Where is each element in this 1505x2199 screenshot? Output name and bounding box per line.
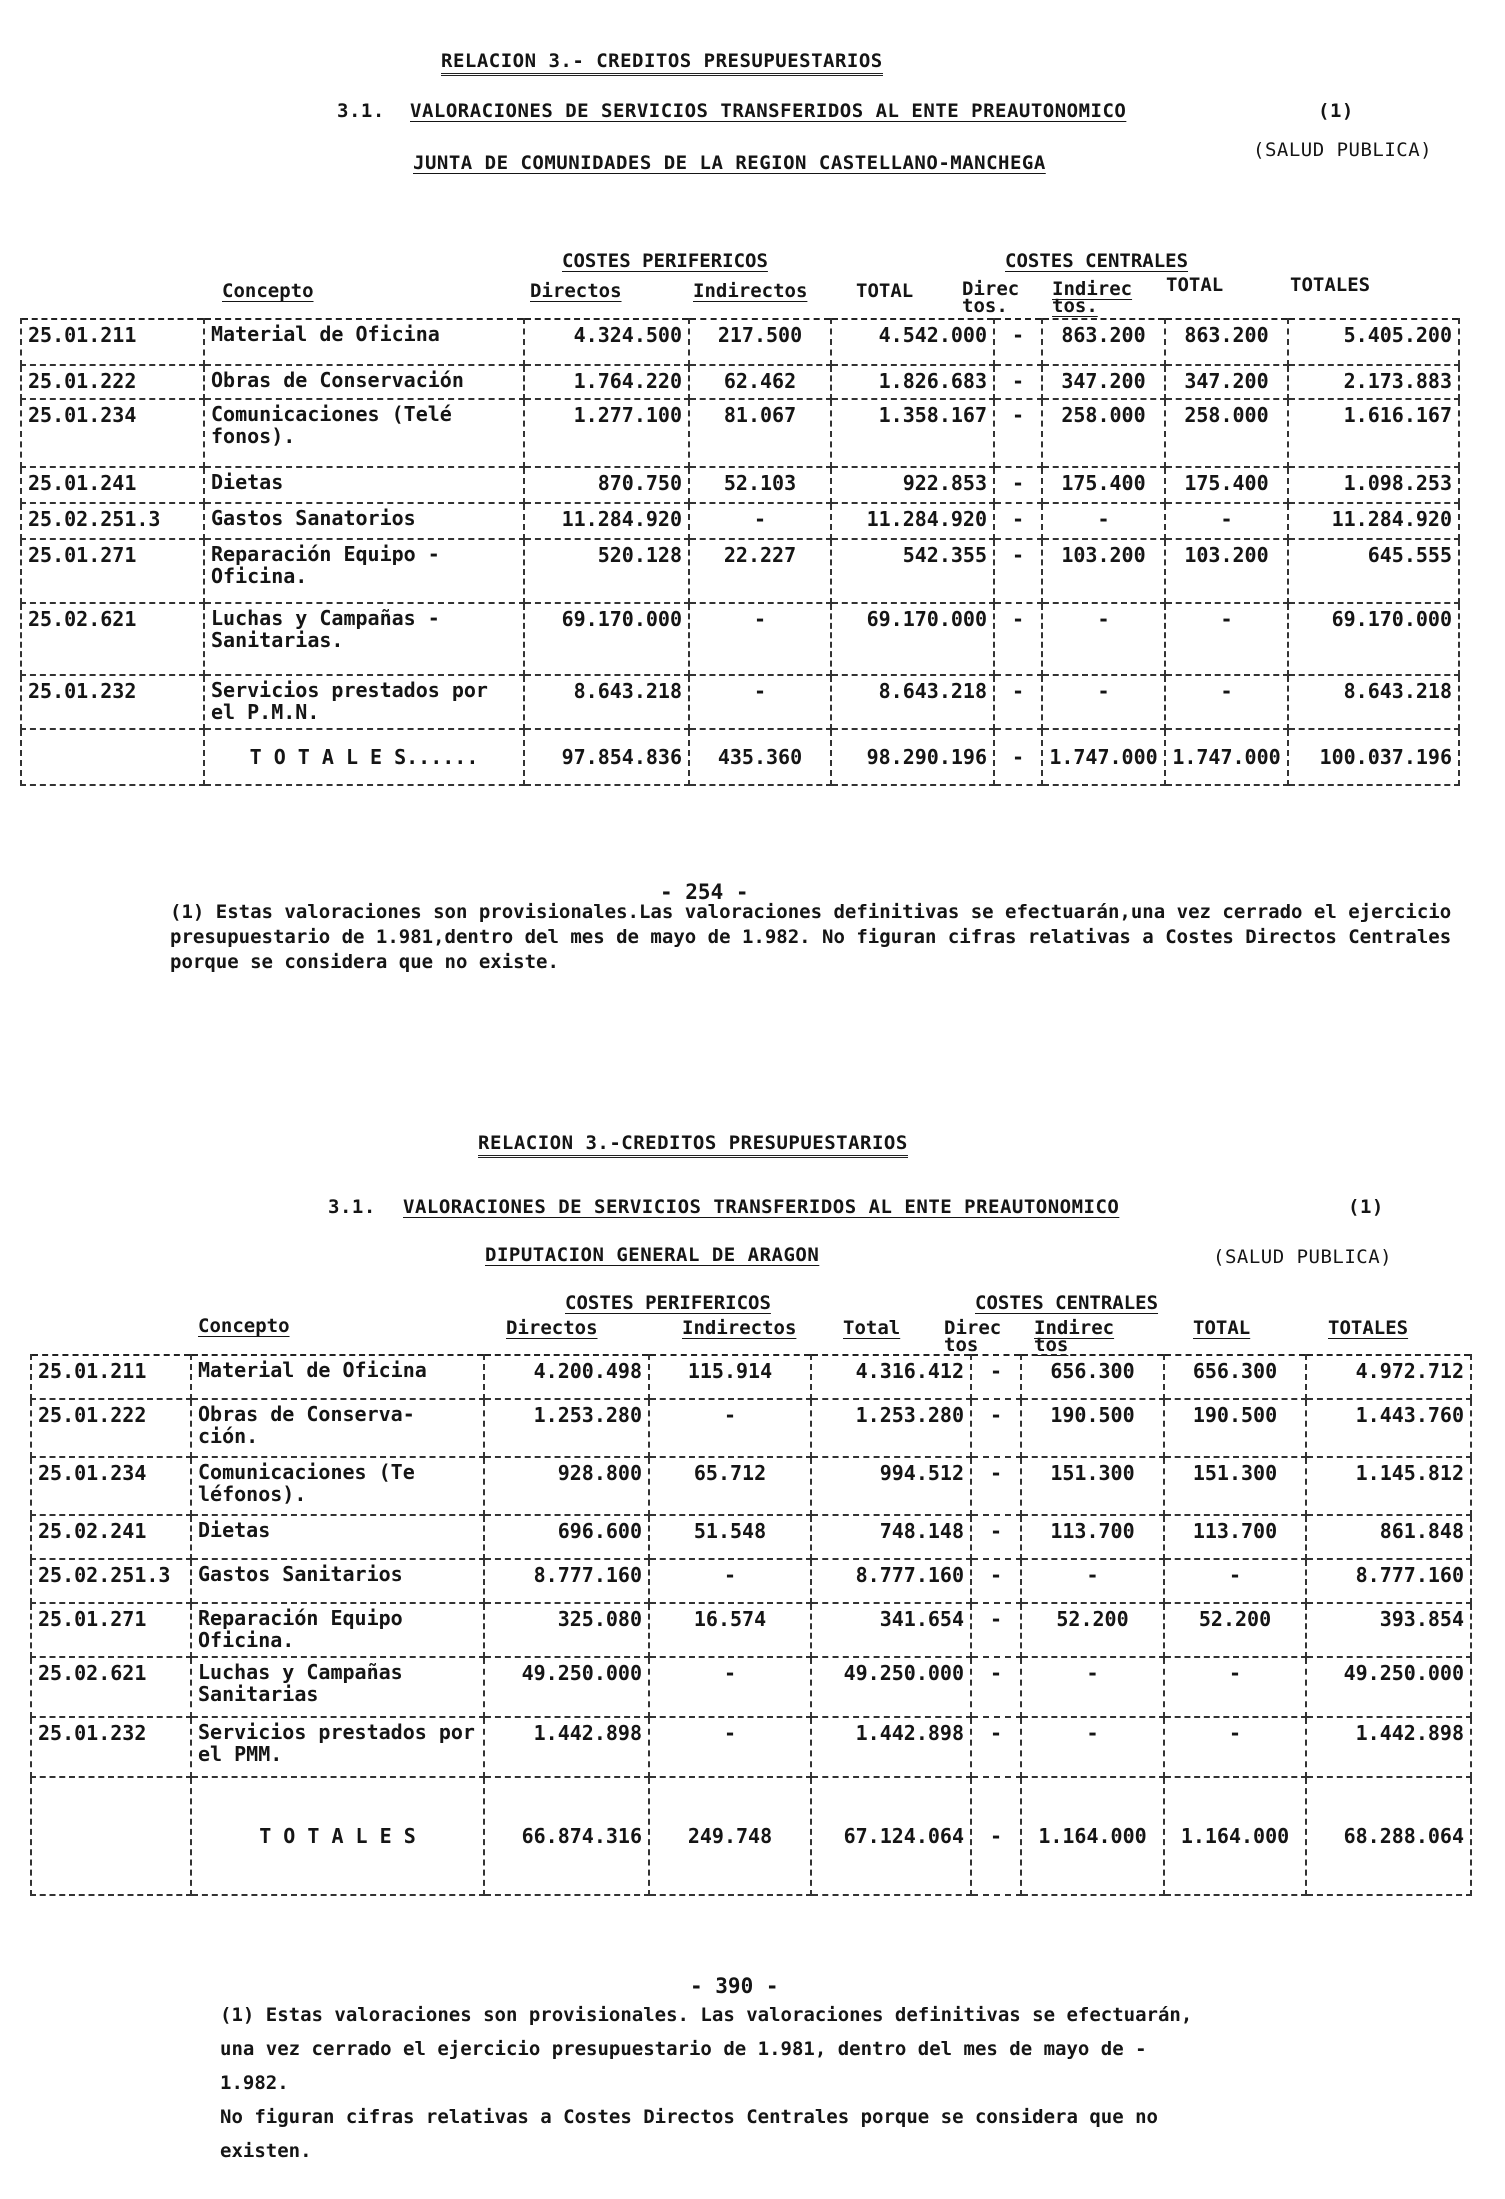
totals-directos-centrales: -	[971, 1777, 1021, 1895]
row-totales: 861.848	[1306, 1515, 1471, 1559]
header-costes-perifericos: COSTES PERIFERICOS	[562, 250, 768, 272]
row-indirectos: 62.462	[689, 365, 831, 399]
row-totales: 1.145.812	[1306, 1457, 1471, 1515]
row-directos-centrales: -	[971, 1657, 1021, 1717]
row-directos: 1.442.898	[484, 1717, 649, 1777]
row-concept: Luchas y Campañas - Sanitarias.	[204, 603, 524, 675]
row-total-centrales: 863.200	[1165, 319, 1288, 365]
row-directos-centrales: -	[994, 503, 1042, 539]
header-costes-perifericos: COSTES PERIFERICOS	[565, 1292, 771, 1314]
row-directos: 4.324.500	[524, 319, 689, 365]
row-code: 25.01.234	[31, 1457, 191, 1515]
row-totales: 11.284.920	[1288, 503, 1459, 539]
row-indirectos: 52.103	[689, 467, 831, 503]
totals-indirectos-centrales: 1.164.000	[1021, 1777, 1164, 1895]
row-total-centrales: -	[1165, 675, 1288, 729]
header-directos: Directos	[530, 280, 622, 302]
row-indirectos-centrales: 151.300	[1021, 1457, 1164, 1515]
row-indirectos-centrales: -	[1021, 1657, 1164, 1717]
row-total: 341.654	[811, 1603, 971, 1657]
row-directos: 520.128	[524, 539, 689, 603]
header-directos: Directos	[506, 1317, 598, 1339]
credits-table	[30, 1354, 1472, 1896]
area-label: (SALUD PUBLICA)	[1253, 139, 1433, 161]
table-row	[21, 399, 1459, 467]
credits-table	[20, 318, 1460, 786]
row-indirectos: 16.574	[649, 1603, 811, 1657]
row-total-centrales: -	[1164, 1657, 1306, 1717]
table-row	[31, 1559, 1471, 1603]
row-total: 4.542.000	[831, 319, 994, 365]
header-concepto: Concepto	[222, 280, 314, 302]
table-row	[21, 319, 1459, 365]
row-directos: 928.800	[484, 1457, 649, 1515]
subtitle-number: 3.1.	[328, 1196, 376, 1218]
row-indirectos: 81.067	[689, 399, 831, 467]
row-total-centrales: -	[1164, 1717, 1306, 1777]
row-concept: Luchas y Campañas Sanitarias	[191, 1657, 484, 1717]
row-total: 4.316.412	[811, 1355, 971, 1399]
row-total-centrales: 656.300	[1164, 1355, 1306, 1399]
footnote-line: 1.982.	[220, 2072, 289, 2094]
row-directos-centrales: -	[994, 675, 1042, 729]
row-directos: 1.277.100	[524, 399, 689, 467]
subtitle-number: 3.1.	[337, 100, 385, 122]
table-row	[21, 675, 1459, 729]
footnote-line: No figuran cifras relativas a Costes Directos Centrales porque se considera que no	[220, 2106, 1158, 2128]
page-number: - 254 -	[660, 880, 749, 904]
totals-totales: 68.288.064	[1306, 1777, 1471, 1895]
header-costes-centrales: COSTES CENTRALES	[975, 1292, 1159, 1314]
totals-empty-code	[31, 1777, 191, 1895]
totals-row	[21, 729, 1459, 785]
subtitle: VALORACIONES DE SERVICIOS TRANSFERIDOS AL ENTE PREAUTONOMICO	[403, 1196, 1120, 1218]
totals-directos: 97.854.836	[524, 729, 689, 785]
totals-total: 67.124.064	[811, 1777, 971, 1895]
row-code: 25.02.251.3	[31, 1559, 191, 1603]
row-indirectos-centrales: -	[1042, 603, 1165, 675]
row-indirectos-centrales: -	[1021, 1717, 1164, 1777]
row-total: 1.358.167	[831, 399, 994, 467]
row-total: 1.253.280	[811, 1399, 971, 1457]
header-indirectos: Indirectos	[693, 280, 808, 302]
row-code: 25.01.241	[21, 467, 204, 503]
row-directos: 8.643.218	[524, 675, 689, 729]
row-totales: 5.405.200	[1288, 319, 1459, 365]
row-directos: 8.777.160	[484, 1559, 649, 1603]
header-indirectos: Indirectos	[682, 1317, 797, 1339]
row-totales: 645.555	[1288, 539, 1459, 603]
row-total: 994.512	[811, 1457, 971, 1515]
table-row	[31, 1603, 1471, 1657]
row-indirectos-centrales: 656.300	[1021, 1355, 1164, 1399]
row-total: 922.853	[831, 467, 994, 503]
header-directos-centrales: Direc tos.	[962, 278, 1020, 317]
row-totales: 69.170.000	[1288, 603, 1459, 675]
row-concept: Material de Oficina	[191, 1355, 484, 1399]
row-indirectos: 115.914	[649, 1355, 811, 1399]
row-total: 1.442.898	[811, 1717, 971, 1777]
totals-indirectos: 435.360	[689, 729, 831, 785]
entity-name: DIPUTACION GENERAL DE ARAGON	[485, 1244, 820, 1266]
row-code: 25.02.251.3	[21, 503, 204, 539]
row-directos-centrales: -	[994, 603, 1042, 675]
row-directos-centrales: -	[994, 319, 1042, 365]
row-concept: Gastos Sanatorios	[204, 503, 524, 539]
header-total-centrales: TOTAL	[1193, 1317, 1251, 1339]
row-directos-centrales: -	[971, 1717, 1021, 1777]
header-directos-centrales: Direc tos	[944, 1317, 1002, 1356]
header-total: Total	[843, 1317, 901, 1339]
row-directos-centrales: -	[971, 1559, 1021, 1603]
totals-label: T O T A L E S	[191, 1777, 484, 1895]
row-indirectos: 217.500	[689, 319, 831, 365]
table-row	[31, 1457, 1471, 1515]
entity-name: JUNTA DE COMUNIDADES DE LA REGION CASTELLANO-MANCHEGA	[413, 152, 1046, 174]
row-concept: Servicios prestados por el PMM.	[191, 1717, 484, 1777]
row-indirectos: -	[649, 1559, 811, 1603]
row-concept: Reparación Equipo - Oficina.	[204, 539, 524, 603]
row-total: 11.284.920	[831, 503, 994, 539]
row-indirectos: 65.712	[649, 1457, 811, 1515]
row-concept: Dietas	[204, 467, 524, 503]
row-indirectos-centrales: 190.500	[1021, 1399, 1164, 1457]
row-code: 25.01.234	[21, 399, 204, 467]
subtitle: VALORACIONES DE SERVICIOS TRANSFERIDOS AL ENTE PREAUTONOMICO	[410, 100, 1127, 122]
row-directos-centrales: -	[994, 399, 1042, 467]
header-totales: TOTALES	[1328, 1317, 1409, 1339]
row-total-centrales: 113.700	[1164, 1515, 1306, 1559]
row-concept: Comunicaciones (Telé fonos).	[204, 399, 524, 467]
row-concept: Comunicaciones (Te léfonos).	[191, 1457, 484, 1515]
row-totales: 1.443.760	[1306, 1399, 1471, 1457]
relation-title: RELACION 3.-CREDITOS PRESUPUESTARIOS	[478, 1132, 908, 1158]
row-code: 25.01.271	[21, 539, 204, 603]
row-code: 25.01.211	[31, 1355, 191, 1399]
row-indirectos-centrales: -	[1042, 503, 1165, 539]
footnote-line: una vez cerrado el ejercicio presupuestario de 1.981, dentro del mes de mayo de -	[220, 2038, 1147, 2060]
row-directos: 870.750	[524, 467, 689, 503]
header-total-centrales: TOTAL	[1166, 274, 1224, 296]
header-totales: TOTALES	[1290, 274, 1371, 296]
totals-total-centrales: 1.164.000	[1164, 1777, 1306, 1895]
row-code: 25.01.232	[31, 1717, 191, 1777]
row-directos-centrales: -	[971, 1355, 1021, 1399]
row-total-centrales: 151.300	[1164, 1457, 1306, 1515]
row-total-centrales: 52.200	[1164, 1603, 1306, 1657]
table-row	[31, 1355, 1471, 1399]
row-concept: Gastos Sanitarios	[191, 1559, 484, 1603]
row-total-centrales: 175.400	[1165, 467, 1288, 503]
row-code: 25.01.211	[21, 319, 204, 365]
row-totales: 2.173.883	[1288, 365, 1459, 399]
row-indirectos-centrales: -	[1042, 675, 1165, 729]
row-concept: Obras de Conserva- ción.	[191, 1399, 484, 1457]
row-totales: 49.250.000	[1306, 1657, 1471, 1717]
table-row	[31, 1717, 1471, 1777]
page-number: - 390 -	[690, 1974, 779, 1998]
row-totales: 1.098.253	[1288, 467, 1459, 503]
row-indirectos-centrales: 258.000	[1042, 399, 1165, 467]
row-totales: 8.643.218	[1288, 675, 1459, 729]
row-indirectos: -	[689, 675, 831, 729]
row-directos: 696.600	[484, 1515, 649, 1559]
row-totales: 4.972.712	[1306, 1355, 1471, 1399]
header-indirectos-centrales: Indirec tos.	[1052, 278, 1133, 317]
subtitle-note-ref: (1)	[1318, 100, 1354, 122]
row-indirectos-centrales: -	[1021, 1559, 1164, 1603]
totals-indirectos-centrales: 1.747.000	[1042, 729, 1165, 785]
row-concept: Obras de Conservación	[204, 365, 524, 399]
row-code: 25.01.232	[21, 675, 204, 729]
row-code: 25.02.621	[21, 603, 204, 675]
row-indirectos: 51.548	[649, 1515, 811, 1559]
row-concept: Dietas	[191, 1515, 484, 1559]
totals-total-centrales: 1.747.000	[1165, 729, 1288, 785]
table-row	[21, 603, 1459, 675]
table-row	[31, 1515, 1471, 1559]
row-code: 25.01.222	[21, 365, 204, 399]
row-totales: 393.854	[1306, 1603, 1471, 1657]
row-concept: Reparación Equipo Oficina.	[191, 1603, 484, 1657]
relation-title: RELACION 3.- CREDITOS PRESUPUESTARIOS	[441, 50, 883, 76]
totals-indirectos: 249.748	[649, 1777, 811, 1895]
row-total-centrales: 258.000	[1165, 399, 1288, 467]
totals-directos-centrales: -	[994, 729, 1042, 785]
row-directos: 1.253.280	[484, 1399, 649, 1457]
row-indirectos-centrales: 52.200	[1021, 1603, 1164, 1657]
header-total: TOTAL	[856, 280, 914, 302]
row-total: 748.148	[811, 1515, 971, 1559]
row-indirectos: 22.227	[689, 539, 831, 603]
row-indirectos-centrales: 103.200	[1042, 539, 1165, 603]
row-indirectos-centrales: 863.200	[1042, 319, 1165, 365]
row-code: 25.01.222	[31, 1399, 191, 1457]
row-total: 542.355	[831, 539, 994, 603]
row-directos: 4.200.498	[484, 1355, 649, 1399]
totals-total: 98.290.196	[831, 729, 994, 785]
row-total-centrales: -	[1164, 1559, 1306, 1603]
subtitle-note-ref: (1)	[1348, 1196, 1384, 1218]
totals-label: T O T A L E S......	[204, 729, 524, 785]
row-indirectos: -	[689, 603, 831, 675]
row-concept: Servicios prestados por el P.M.N.	[204, 675, 524, 729]
row-code: 25.02.241	[31, 1515, 191, 1559]
row-total-centrales: 190.500	[1164, 1399, 1306, 1457]
row-totales: 1.616.167	[1288, 399, 1459, 467]
row-total: 8.643.218	[831, 675, 994, 729]
table-row	[31, 1399, 1471, 1457]
row-indirectos: -	[649, 1717, 811, 1777]
row-directos: 69.170.000	[524, 603, 689, 675]
row-total-centrales: -	[1165, 503, 1288, 539]
table-row	[21, 365, 1459, 399]
row-indirectos: -	[689, 503, 831, 539]
footnote	[220, 1998, 1480, 2168]
row-indirectos: -	[649, 1399, 811, 1457]
row-directos: 325.080	[484, 1603, 649, 1657]
row-total-centrales: 347.200	[1165, 365, 1288, 399]
row-directos-centrales: -	[971, 1399, 1021, 1457]
row-total-centrales: 103.200	[1165, 539, 1288, 603]
row-indirectos-centrales: 175.400	[1042, 467, 1165, 503]
row-code: 25.01.271	[31, 1603, 191, 1657]
row-indirectos-centrales: 347.200	[1042, 365, 1165, 399]
row-total: 49.250.000	[811, 1657, 971, 1717]
row-directos-centrales: -	[994, 365, 1042, 399]
footnote: (1) Estas valoraciones son provisionales.Las valoraciones definitivas se efectuarán,una vez cerrado el ejercicio presupuestario de 1.981,dentro del mes de mayo de 1.982. No figuran cifras relativas a Costes Directos Centrales porque se considera que no existe.	[170, 901, 1452, 973]
table-row	[31, 1657, 1471, 1717]
footnote-line: existen.	[220, 2140, 312, 2162]
header-costes-centrales: COSTES CENTRALES	[1005, 250, 1189, 272]
footnote-line: (1) Estas valoraciones son provisionales. Las valoraciones definitivas se efectuarán,	[220, 2004, 1193, 2026]
table-row	[21, 503, 1459, 539]
totals-row	[31, 1777, 1471, 1895]
row-directos-centrales: -	[971, 1457, 1021, 1515]
row-totales: 1.442.898	[1306, 1717, 1471, 1777]
row-directos: 11.284.920	[524, 503, 689, 539]
header-concepto: Concepto	[198, 1315, 290, 1337]
row-directos: 1.764.220	[524, 365, 689, 399]
header-indirectos-centrales: Indirec tos	[1034, 1317, 1115, 1356]
row-concept: Material de Oficina	[204, 319, 524, 365]
table-row	[21, 467, 1459, 503]
row-total: 8.777.160	[811, 1559, 971, 1603]
totals-totales: 100.037.196	[1288, 729, 1459, 785]
row-directos-centrales: -	[994, 539, 1042, 603]
row-directos-centrales: -	[971, 1515, 1021, 1559]
row-totales: 8.777.160	[1306, 1559, 1471, 1603]
row-indirectos-centrales: 113.700	[1021, 1515, 1164, 1559]
row-directos: 49.250.000	[484, 1657, 649, 1717]
row-code: 25.02.621	[31, 1657, 191, 1717]
row-total: 69.170.000	[831, 603, 994, 675]
row-indirectos: -	[649, 1657, 811, 1717]
totals-directos: 66.874.316	[484, 1777, 649, 1895]
row-directos-centrales: -	[994, 467, 1042, 503]
table-row	[21, 539, 1459, 603]
row-total-centrales: -	[1165, 603, 1288, 675]
row-total: 1.826.683	[831, 365, 994, 399]
area-label: (SALUD PUBLICA)	[1213, 1246, 1393, 1268]
totals-empty-code	[21, 729, 204, 785]
row-directos-centrales: -	[971, 1603, 1021, 1657]
